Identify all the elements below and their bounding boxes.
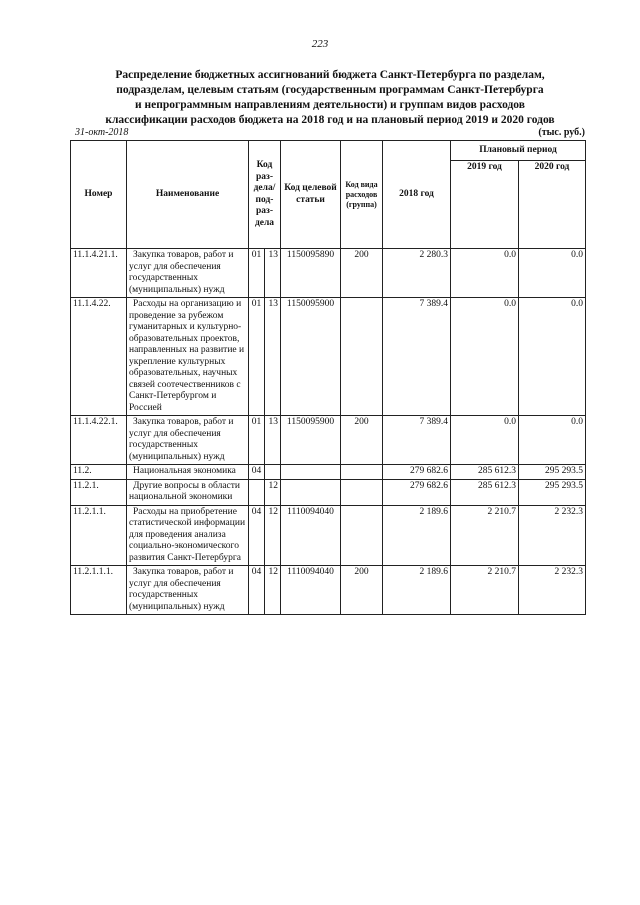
row-name: Закупка товаров, работ и услуг для обеспечения государственных (муниципальных) нужд bbox=[127, 566, 249, 615]
page-number: 223 bbox=[311, 38, 329, 50]
row-type-code bbox=[341, 465, 383, 480]
row-section-code: 04 bbox=[249, 566, 265, 615]
row-amount-2020: 2 232.3 bbox=[519, 505, 586, 566]
header-planned-period: Плановый период bbox=[451, 141, 586, 161]
row-amount-2019: 0.0 bbox=[451, 298, 519, 416]
table-row bbox=[71, 465, 586, 480]
row-name: Расходы на организацию и проведение за рубежом гуманитарных и культурно-образовательных проектов, направленных на развитие и укрепление культурных образовательных, научных связей соотечественников с Санкт-Петербургом и Россией bbox=[127, 298, 249, 416]
row-amount-2019: 0.0 bbox=[451, 249, 519, 298]
budget-table bbox=[70, 140, 586, 615]
row-subsection-code: 12 bbox=[265, 505, 281, 566]
row-subsection-code bbox=[265, 465, 281, 480]
row-number: 11.2.1.1.1. bbox=[71, 566, 127, 615]
title-line: и непрограммным направлениям деятельности) и группам видов расходов bbox=[135, 99, 525, 111]
table-row bbox=[71, 416, 586, 465]
row-type-code bbox=[341, 479, 383, 505]
table-row bbox=[71, 298, 586, 416]
row-amount-2019: 2 210.7 bbox=[451, 505, 519, 566]
row-name: Закупка товаров, работ и услуг для обеспечения государственных (муниципальных) нужд bbox=[127, 249, 249, 298]
row-section-code: 01 bbox=[249, 298, 265, 416]
header-2019: 2019 год bbox=[451, 161, 519, 249]
row-number: 11.1.4.22.1. bbox=[71, 416, 127, 465]
row-target-code: 1150095900 bbox=[281, 298, 341, 416]
row-subsection-code: 12 bbox=[265, 479, 281, 505]
row-amount-2018: 2 280.3 bbox=[383, 249, 451, 298]
row-amount-2019: 285 612.3 bbox=[451, 479, 519, 505]
table-row bbox=[71, 249, 586, 298]
row-amount-2018: 2 189.6 bbox=[383, 505, 451, 566]
row-amount-2019: 285 612.3 bbox=[451, 465, 519, 480]
row-name: Национальная экономика bbox=[127, 465, 249, 480]
document-title bbox=[70, 68, 590, 128]
header-type-code: Код вида расходов (группа) bbox=[341, 141, 383, 249]
row-number: 11.1.4.21.1. bbox=[71, 249, 127, 298]
row-type-code: 200 bbox=[341, 566, 383, 615]
title-line: подразделам, целевым статьям (государственным программам Санкт-Петербурга bbox=[116, 84, 544, 96]
table-row bbox=[71, 479, 586, 505]
row-amount-2020: 295 293.5 bbox=[519, 479, 586, 505]
row-section-code: 01 bbox=[249, 249, 265, 298]
header-target-code: Код целевой статьи bbox=[281, 141, 341, 249]
row-amount-2020: 2 232.3 bbox=[519, 566, 586, 615]
row-amount-2018: 2 189.6 bbox=[383, 566, 451, 615]
table-row bbox=[71, 566, 586, 615]
row-type-code: 200 bbox=[341, 416, 383, 465]
row-amount-2019: 2 210.7 bbox=[451, 566, 519, 615]
header-name: Наименование bbox=[127, 141, 249, 249]
row-name: Закупка товаров, работ и услуг для обеспечения государственных (муниципальных) нужд bbox=[127, 416, 249, 465]
header-2018: 2018 год bbox=[383, 141, 451, 249]
row-target-code: 1150095890 bbox=[281, 249, 341, 298]
row-target-code: 1150095900 bbox=[281, 416, 341, 465]
row-amount-2018: 7 389.4 bbox=[383, 298, 451, 416]
row-section-code: 04 bbox=[249, 465, 265, 480]
row-amount-2019: 0.0 bbox=[451, 416, 519, 465]
row-number: 11.2. bbox=[71, 465, 127, 480]
row-amount-2018: 279 682.6 bbox=[383, 465, 451, 480]
row-number: 11.2.1.1. bbox=[71, 505, 127, 566]
row-section-code bbox=[249, 479, 265, 505]
title-line: классификации расходов бюджета на 2018 год и на плановый период 2019 и 2020 годов bbox=[105, 114, 555, 126]
row-name: Расходы на приобретение статистической информации для проведения анализа социально-экономического развития Санкт-Петербурга bbox=[127, 505, 249, 566]
row-amount-2020: 295 293.5 bbox=[519, 465, 586, 480]
row-target-code: 1110094040 bbox=[281, 505, 341, 566]
row-target-code bbox=[281, 465, 341, 480]
row-section-code: 01 bbox=[249, 416, 265, 465]
row-subsection-code: 13 bbox=[265, 249, 281, 298]
row-amount-2020: 0.0 bbox=[519, 416, 586, 465]
title-line: Распределение бюджетных ассигнований бюджета Санкт-Петербурга по разделам, bbox=[115, 69, 545, 81]
row-type-code bbox=[341, 298, 383, 416]
report-date: 31-окт-2018 bbox=[75, 127, 129, 138]
header-2020: 2020 год bbox=[519, 161, 586, 249]
row-subsection-code: 13 bbox=[265, 298, 281, 416]
row-subsection-code: 13 bbox=[265, 416, 281, 465]
row-type-code bbox=[341, 505, 383, 566]
header-section-code: Код раз-дела/ под-раз-дела bbox=[249, 141, 281, 249]
row-number: 11.2.1. bbox=[71, 479, 127, 505]
row-amount-2020: 0.0 bbox=[519, 249, 586, 298]
row-amount-2018: 7 389.4 bbox=[383, 416, 451, 465]
header-number: Номер bbox=[71, 141, 127, 249]
row-type-code: 200 bbox=[341, 249, 383, 298]
row-target-code: 1110094040 bbox=[281, 566, 341, 615]
row-name: Другие вопросы в области национальной экономики bbox=[127, 479, 249, 505]
row-amount-2018: 279 682.6 bbox=[383, 479, 451, 505]
row-amount-2020: 0.0 bbox=[519, 298, 586, 416]
row-number: 11.1.4.22. bbox=[71, 298, 127, 416]
row-section-code: 04 bbox=[249, 505, 265, 566]
row-subsection-code: 12 bbox=[265, 566, 281, 615]
table-row bbox=[71, 505, 586, 566]
row-target-code bbox=[281, 479, 341, 505]
units-label: (тыс. руб.) bbox=[538, 127, 585, 138]
